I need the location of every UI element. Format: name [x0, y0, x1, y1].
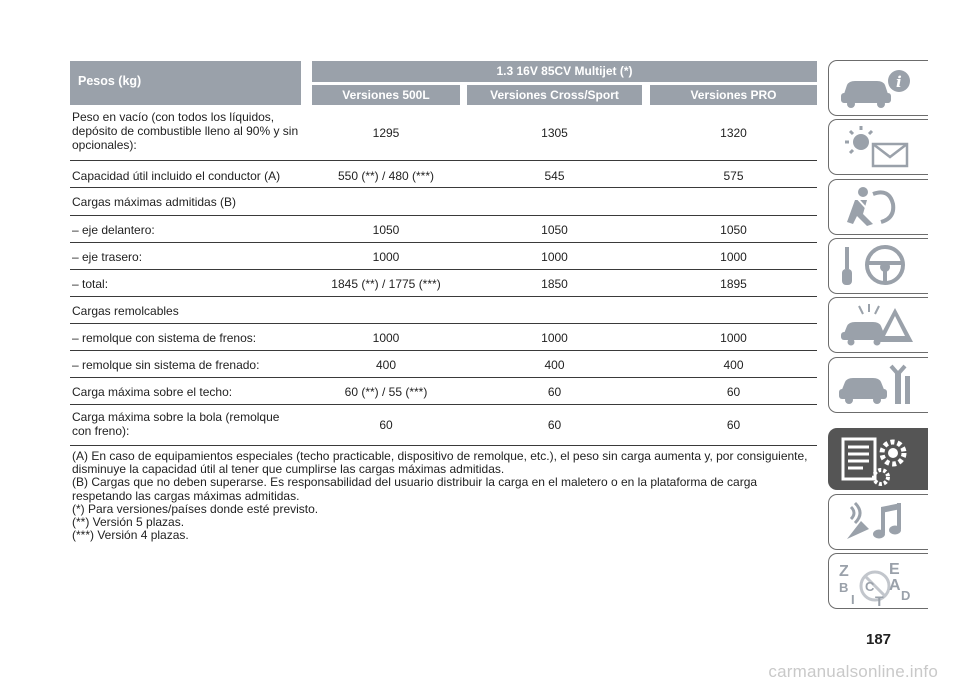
cell-value: 1050 [541, 223, 568, 237]
index-letter: Z [839, 563, 849, 580]
row-label: Cargas remolcables [72, 304, 179, 318]
row-label: Carga máxima sobre el techo: [72, 385, 233, 399]
cell-value: 400 [375, 358, 397, 372]
watermark: carmanualsonline.info [768, 662, 938, 681]
svg-text:i: i [896, 73, 902, 91]
cell-value: 1305 [541, 126, 568, 140]
index-letter: T [875, 593, 884, 608]
index-letter: I [851, 592, 855, 607]
tab-safety[interactable] [828, 179, 928, 235]
cell-value: 1845 (**) / 1775 (***) [331, 277, 441, 291]
cell-value: 60 [379, 418, 393, 432]
cell-value: 1000 [372, 331, 400, 345]
row-label: – total: [72, 277, 109, 291]
cell-value: 1050 [372, 223, 400, 237]
tab-warning-lights[interactable] [828, 119, 928, 175]
footnote-three-stars: (***) Versión 4 plazas. [72, 528, 189, 543]
row-label: Cargas máximas admitidas (B) [72, 195, 237, 209]
row-label: – remolque sin sistema de frenado: [72, 358, 260, 372]
cell-value: 550 (**) / 480 (***) [337, 169, 435, 183]
cell-value: 1000 [372, 250, 400, 264]
header-col-cross-sport: Versiones Cross/Sport [467, 85, 642, 105]
row-label: – eje trasero: [72, 250, 143, 264]
cell-value: 1000 [720, 250, 747, 264]
footnote-two-stars: (**) Versión 5 plazas. [72, 515, 185, 530]
alphabetical-index-icon [837, 558, 917, 608]
car-info-icon [837, 65, 917, 111]
table-row [70, 297, 817, 324]
tab-multimedia[interactable] [828, 494, 928, 550]
table-row [70, 378, 817, 405]
technical-data-icon [837, 433, 917, 487]
warning-lights-icon [837, 124, 917, 170]
tab-emergency[interactable] [828, 297, 928, 353]
cell-value: 60 [726, 418, 741, 432]
table-row [70, 270, 817, 297]
cell-value: 1000 [541, 331, 568, 345]
cell-value: 545 [544, 169, 565, 183]
tab-alphabetical-index[interactable] [828, 553, 928, 609]
table-row [70, 188, 817, 216]
row-label: Carga máxima sobre la bola (remolque con freno): [72, 410, 280, 438]
car-maintenance-icon [837, 362, 917, 408]
cell-value: 60 [547, 418, 562, 432]
cell-value: 1050 [720, 223, 747, 237]
row-label: Peso en vacío (con todos los líquidos, depósito de combustible lleno al 90% y sin opcionales): [72, 110, 299, 152]
index-letter: A [889, 577, 901, 594]
table-row [70, 243, 817, 270]
header-engine-group: 1.3 16V 85CV Multijet (*) [312, 61, 817, 82]
table-row [70, 405, 817, 446]
index-letter: D [901, 588, 911, 603]
tab-car-info[interactable] [828, 60, 928, 116]
header-col-500l: Versiones 500L [312, 85, 460, 105]
table-row [70, 216, 817, 243]
multimedia-icon [837, 499, 917, 545]
cell-value: 60 (**) / 55 (***) [344, 385, 428, 399]
cell-value: 1850 [541, 277, 568, 291]
cell-value: 60 [726, 385, 741, 399]
key-steering-wheel-icon [837, 243, 917, 289]
cell-value: 1320 [720, 126, 747, 140]
cell-value: 400 [544, 358, 565, 372]
footnote-star: (*) Para versiones/países donde esté previsto. [72, 501, 319, 516]
row-label: – eje delantero: [72, 223, 155, 237]
header-col-pro: Versiones PRO [650, 85, 817, 105]
table-row [70, 161, 817, 188]
table-row [70, 351, 817, 378]
tab-maintenance[interactable] [828, 357, 928, 413]
emergency-icon [837, 302, 917, 348]
footnote-a: (A) En caso de equipamientos especiales (techo practicable, dispositivo de remolque, etc.), el peso sin carga aumenta y, por consiguiente, disminuye la capacidad útil al tener que cumplirse las cargas máximas admitidas. [72, 449, 808, 477]
index-letter: E [889, 561, 900, 578]
footnote-b: (B) Cargas que no deben superarse. Es responsabilidad del usuario distribuir la carga en el maletero o en la plataforma de carga respetando las cargas máximas admitidas. [72, 475, 758, 503]
header-weights-label: Pesos (kg) [70, 61, 301, 105]
tab-technical-data[interactable] [828, 428, 928, 490]
footnotes [72, 450, 818, 542]
cell-value: 60 [547, 385, 562, 399]
row-label: – remolque con sistema de frenos: [72, 331, 257, 345]
table-row [70, 106, 817, 161]
cell-value: 400 [723, 358, 744, 372]
tab-starting-driving[interactable] [828, 238, 928, 294]
row-label: Capacidad útil incluido el conductor (A) [72, 169, 281, 183]
cell-value: 1000 [541, 250, 568, 264]
airbag-safety-icon [837, 184, 917, 230]
table-row [70, 324, 817, 351]
index-letter: B [839, 580, 849, 595]
cell-value: 1895 [720, 277, 747, 291]
cell-value: 1295 [372, 126, 400, 140]
cell-value: 575 [723, 169, 744, 183]
index-letter: C [865, 579, 875, 594]
page-number: 187 [866, 631, 892, 648]
cell-value: 1000 [720, 331, 747, 345]
